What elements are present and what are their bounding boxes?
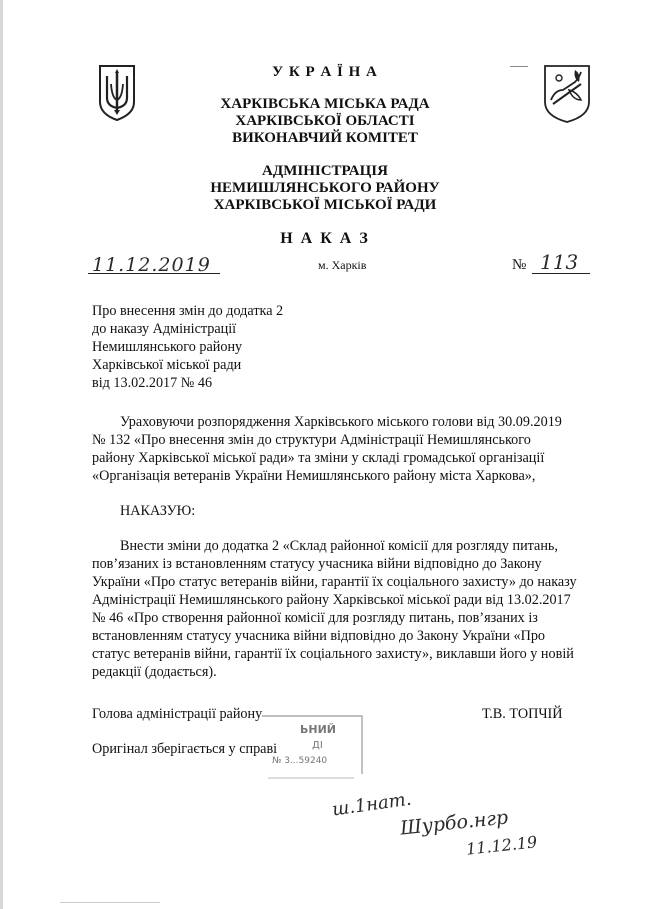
order-line: статус ветеранів війни, гарантії їх соціального захисту», виклавши його у новій xyxy=(92,646,574,662)
council-line-3: ВИКОНАВЧИЙ КОМІТЕТ xyxy=(232,130,418,146)
preamble-line: Ураховуючи розпорядження Харківського міського голови від 30.09.2019 xyxy=(120,414,562,430)
order-paragraph xyxy=(92,537,577,681)
country-title: У К Р А Ї Н А xyxy=(272,64,378,80)
scan-mark xyxy=(60,902,160,903)
order-line: Внести зміни до додатка 2 «Склад районної комісії для розгляду питань, xyxy=(120,538,558,554)
admin-line-1: АДМІНІСТРАЦІЯ xyxy=(262,163,388,179)
order-date: 11.12.2019 xyxy=(92,254,211,276)
preamble-line: району Харківської міської ради» та зміни у складі громадської організації xyxy=(92,450,545,466)
stamp-line-2: ДІ xyxy=(312,740,323,751)
handwritten-note-3: 11.12.19 xyxy=(465,832,539,859)
council-line-2: ХАРКІВСЬКОЇ ОБЛАСТІ xyxy=(235,113,415,129)
subject-line: Харківської міської ради xyxy=(92,357,242,373)
subject-line: Про внесення змін до додатка 2 xyxy=(92,303,284,319)
signatory-position: Голова адміністрації району xyxy=(92,706,263,722)
preamble-paragraph xyxy=(92,413,562,485)
subject-line: до наказу Адміністрації xyxy=(92,321,237,337)
preamble-line: № 132 «Про внесення змін до структури Адміністрації Немишлянського xyxy=(92,432,531,448)
preamble-line: «Організація ветеранів України Немишлянського району міста Харкова», xyxy=(92,468,536,484)
original-kept-note: Оригінал зберігається у справі xyxy=(92,741,278,757)
subject-line: від 13.02.2017 № 46 xyxy=(92,375,213,391)
subject-block xyxy=(92,302,392,392)
stamp-line-1: ЬНИЙ xyxy=(300,723,337,736)
council-line-1: ХАРКІВСЬКА МІСЬКА РАДА xyxy=(220,96,430,112)
admin-line-3: ХАРКІВСЬКОЇ МІСЬКОЇ РАДИ xyxy=(213,197,437,213)
order-line: Адміністрації Немишлянського району Харківської міської ради від 13.02.2017 xyxy=(92,592,571,608)
order-line: встановленням статусу учасника війни відповідно до Закону України «Про xyxy=(92,628,546,644)
order-line: № 46 «Про створення районної комісії для розгляду питань, пов’язаних із xyxy=(92,610,538,626)
subject-line: Немишлянського району xyxy=(92,339,243,355)
order-word: НАКАЗУЮ: xyxy=(120,503,196,519)
number-underline xyxy=(532,273,590,274)
order-number-label: № xyxy=(512,257,527,273)
handwritten-note-1: ш.1нат. xyxy=(330,788,413,821)
order-line: пов’язаних із встановленням статусу учасника війни відповідно до Закону xyxy=(92,556,542,572)
signatory-name: Т.В. ТОПЧІЙ xyxy=(482,706,563,722)
order-number: 113 xyxy=(540,250,579,274)
stamp-line-3: № 3...59240 xyxy=(272,756,328,766)
admin-line-2: НЕМИШЛЯНСЬКОГО РАЙОНУ xyxy=(210,180,440,196)
handwritten-note-2: Шурбо.нгр xyxy=(399,806,510,840)
date-underline xyxy=(88,273,220,274)
order-place: м. Харків xyxy=(318,258,367,272)
order-line: редакції (додається). xyxy=(92,664,217,680)
order-line: України «Про статус ветеранів війни, гарантії їх соціального захисту» до наказу xyxy=(92,574,577,590)
document-type-title: Н А К А З xyxy=(280,230,370,247)
scan-mark xyxy=(510,66,528,67)
